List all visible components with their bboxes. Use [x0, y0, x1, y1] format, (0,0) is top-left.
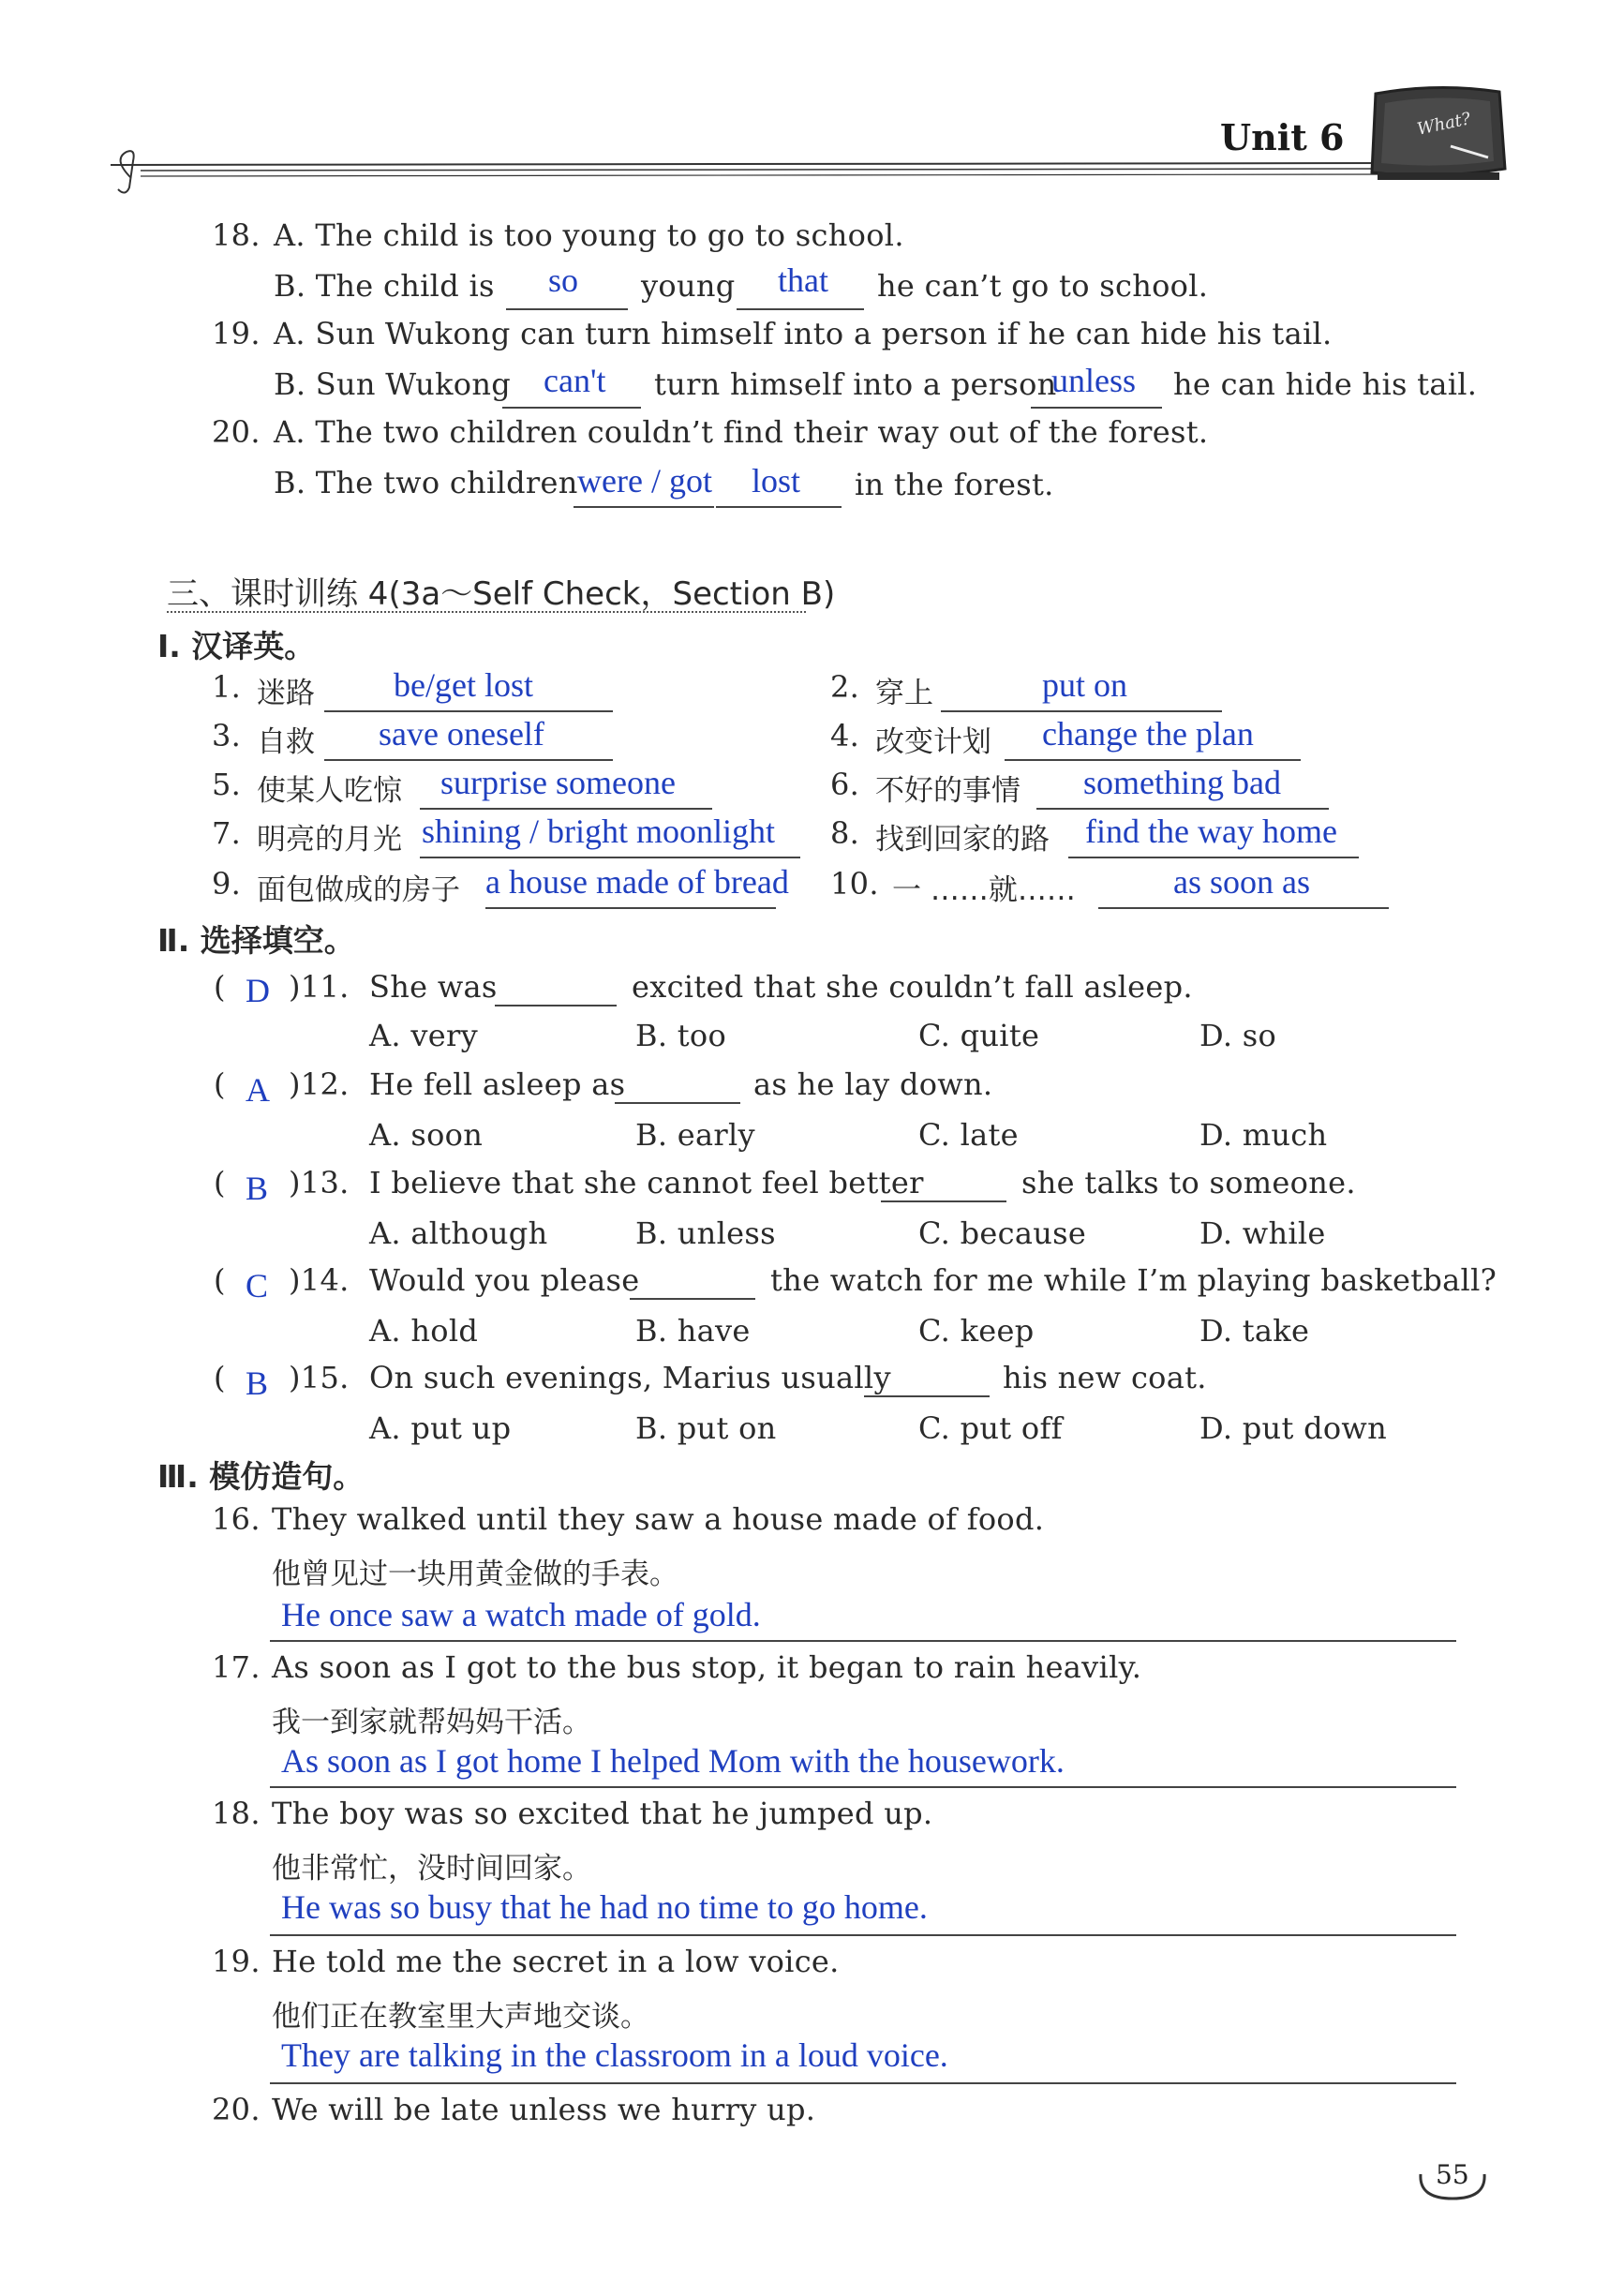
- blank-line: [630, 1298, 755, 1300]
- option-b: B. too: [635, 1018, 727, 1053]
- paren-open: (: [214, 1360, 226, 1395]
- answer-sentence: They are talking in the classroom in a loud voice.: [281, 2036, 948, 2074]
- choice-question-12: [0, 1059, 1609, 1156]
- option-c: C. because: [918, 1215, 1087, 1251]
- chosen-answer: B: [246, 1170, 269, 1207]
- answer-blank-1: were / got: [577, 462, 712, 499]
- sentence-a: A. Sun Wukong can turn himself into a person if he can hide his tail.: [274, 316, 1333, 351]
- option-d: D. so: [1199, 1018, 1277, 1053]
- sentence-b-part3: he can’t go to school.: [877, 268, 1209, 304]
- answer-text: put on: [1042, 666, 1128, 704]
- sentence-b-part1: B. The two children: [274, 465, 578, 500]
- choice-question-13: [0, 1157, 1609, 1255]
- item-number: 19.: [212, 1944, 261, 1979]
- answer-text: a house made of bread: [485, 863, 789, 901]
- sentence-item-19: [0, 1942, 1609, 2090]
- chinese-phrase: 面包做成的房子: [257, 873, 460, 907]
- paren-open: (: [214, 1066, 226, 1102]
- chosen-answer: B: [246, 1364, 269, 1402]
- stem-part2: his new coat.: [1003, 1360, 1207, 1395]
- option-a: A. hold: [369, 1313, 479, 1349]
- blank-line: [506, 308, 628, 310]
- stem-part2: excited that she couldn’t fall asleep.: [632, 969, 1193, 1005]
- blank-line: [324, 710, 613, 712]
- translate-item-8: [806, 812, 1609, 864]
- item-number: 6.: [830, 767, 860, 802]
- answer-sentence: He was so busy that he had no time to go home.: [281, 1888, 928, 1926]
- answer-blank-2: unless: [1051, 362, 1136, 399]
- answer-blank-2: lost: [752, 462, 801, 499]
- sentence-b-part3: in the forest.: [855, 467, 1054, 502]
- item-number: 2.: [830, 669, 860, 705]
- answer-sentence: He once saw a watch made of gold.: [281, 1596, 761, 1633]
- blank-line: [941, 710, 1222, 712]
- item-number: 1.: [212, 669, 242, 705]
- question-number: )15.: [289, 1360, 350, 1395]
- answer-text: as soon as: [1173, 863, 1310, 901]
- item-number: 5.: [212, 767, 242, 802]
- item-number: 10.: [830, 866, 879, 902]
- translate-item-7: [0, 812, 806, 864]
- blank-line: [502, 407, 641, 409]
- answer-text: something bad: [1083, 764, 1281, 801]
- blank-line: [1098, 907, 1389, 909]
- item-number: 3.: [212, 718, 242, 753]
- translate-item-1: [0, 665, 806, 718]
- answer-blank-1: so: [548, 261, 579, 299]
- item-number: 4.: [830, 718, 860, 753]
- translate-item-3: [0, 714, 806, 767]
- chinese-phrase: 使某人吃惊: [257, 774, 402, 808]
- blank-line: [574, 506, 714, 508]
- option-c: C. quite: [918, 1018, 1040, 1053]
- translate-item-9: [0, 862, 806, 915]
- chinese-prompt: 他们正在教室里大声地交谈。: [272, 2000, 649, 2034]
- item-number: 19.: [212, 316, 261, 351]
- option-a: A. put up: [369, 1410, 512, 1446]
- blackboard-icon: [1368, 82, 1507, 184]
- translate-item-6: [806, 763, 1609, 815]
- option-d: D. take: [1199, 1313, 1310, 1349]
- chinese-prompt: 他曾见过一块用黄金做的手表。: [272, 1558, 678, 1591]
- chinese-phrase: 明亮的月光: [257, 823, 402, 857]
- sentence-b-part1: B. Sun Wukong: [274, 366, 512, 402]
- translate-item-5: [0, 763, 806, 815]
- chinese-phrase: 改变计划: [875, 725, 991, 759]
- board-text: What?: [1415, 109, 1473, 140]
- stem-part2: as he lay down.: [753, 1066, 993, 1102]
- chosen-answer: C: [246, 1267, 269, 1305]
- part3-heading: Ⅲ. 模仿造句。: [157, 1458, 365, 1495]
- page-header: [0, 0, 1609, 206]
- blank-line: [881, 1200, 1006, 1202]
- answer-line: [270, 1934, 1456, 1936]
- chinese-phrase: 不好的事情: [875, 774, 1021, 808]
- option-c: C. keep: [918, 1313, 1035, 1349]
- chinese-prompt: 他非常忙，没时间回家。: [272, 1852, 591, 1886]
- part2-heading: Ⅱ. 选择填空。: [157, 922, 355, 959]
- answer-line: [270, 1640, 1456, 1642]
- paren-open: (: [214, 1165, 226, 1200]
- chinese-phrase: 穿上: [875, 677, 933, 710]
- sentence-item-16: [0, 1499, 1609, 1647]
- option-c: C. late: [918, 1117, 1019, 1153]
- sentence-b-part2: turn himself into a person: [654, 366, 1057, 402]
- blank-line: [324, 759, 613, 761]
- option-b: B. early: [635, 1117, 755, 1153]
- option-b: B. unless: [635, 1215, 776, 1251]
- section-title: 三、课时训练 4(3a～Self Check，Section B): [167, 575, 836, 613]
- answer-text: surprise someone: [440, 764, 676, 801]
- paren-open: (: [214, 1262, 226, 1298]
- option-d: D. put down: [1199, 1410, 1388, 1446]
- stem-part2: she talks to someone.: [1021, 1165, 1356, 1200]
- prev-item-20: [0, 412, 1609, 506]
- chinese-phrase: 自救: [257, 725, 315, 759]
- prev-item-19: [0, 314, 1609, 408]
- item-number: 18.: [212, 217, 261, 253]
- stem-part1: Would you please: [369, 1262, 640, 1298]
- answer-line: [270, 2082, 1456, 2084]
- chinese-phrase: 一 ……就……: [892, 873, 1076, 907]
- sentence-a: A. The two children couldn’t find their way out of the forest.: [274, 414, 1209, 450]
- answer-text: find the way home: [1085, 813, 1337, 850]
- question-number: )12.: [289, 1066, 350, 1102]
- stem-part1: I believe that she cannot feel better: [369, 1165, 924, 1200]
- sentence-b-part1: B. The child is: [274, 268, 495, 304]
- option-d: D. while: [1199, 1215, 1326, 1251]
- option-b: B. have: [635, 1313, 751, 1349]
- item-number: 7.: [212, 815, 242, 851]
- choice-question-14: [0, 1255, 1609, 1352]
- question-number: )13.: [289, 1165, 350, 1200]
- option-a: A. soon: [369, 1117, 484, 1153]
- choice-question-11: [0, 962, 1609, 1059]
- option-a: A. although: [369, 1215, 548, 1251]
- option-c: C. put off: [918, 1410, 1063, 1446]
- chosen-answer: D: [246, 972, 270, 1009]
- stem-part1: He fell asleep as: [369, 1066, 626, 1102]
- sentence-item-20: [0, 2090, 1609, 2146]
- blank-line: [1005, 759, 1301, 761]
- question-number: )14.: [289, 1262, 350, 1298]
- chinese-prompt: 我一到家就帮妈妈干活。: [272, 1706, 591, 1739]
- stem-part1: On such evenings, Marius usually: [369, 1360, 891, 1395]
- chosen-answer: A: [246, 1071, 270, 1109]
- translate-item-10: [806, 862, 1609, 915]
- blank-line: [864, 1395, 990, 1397]
- sentence-b-part3: he can hide his tail.: [1173, 366, 1478, 402]
- item-number: 20.: [212, 414, 261, 450]
- choice-question-15: [0, 1352, 1609, 1450]
- model-sentence: They walked until they saw a house made of food.: [272, 1501, 1045, 1537]
- item-number: 17.: [212, 1649, 261, 1685]
- part1-heading: Ⅰ. 汉译英。: [157, 628, 316, 664]
- question-number: )11.: [289, 969, 350, 1005]
- model-sentence: He told me the secret in a low voice.: [272, 1944, 840, 1979]
- page-number-badge: [1415, 2155, 1490, 2208]
- blank-line: [737, 308, 864, 310]
- answer-text: save oneself: [379, 715, 544, 753]
- answer-text: be/get lost: [394, 666, 533, 704]
- page-number: 55: [1436, 2159, 1469, 2190]
- blank-line: [495, 1005, 617, 1006]
- blank-line: [1068, 857, 1359, 858]
- blank-line: [420, 857, 800, 858]
- stem-part1: She was: [369, 969, 498, 1005]
- blank-line: [420, 808, 712, 810]
- answer-sentence: As soon as I got home I helped Mom with the housework.: [281, 1742, 1065, 1780]
- model-sentence: The boy was so excited that he jumped up.: [272, 1796, 933, 1831]
- section-title-underline: [167, 611, 806, 613]
- sentence-item-18: [0, 1794, 1609, 1942]
- option-a: A. very: [369, 1018, 478, 1053]
- option-b: B. put on: [635, 1410, 777, 1446]
- model-sentence: We will be late unless we hurry up.: [272, 2092, 816, 2127]
- sentence-b-part2: young: [641, 268, 736, 304]
- answer-blank-2: that: [778, 261, 828, 299]
- model-sentence: As soon as I got to the bus stop, it began to rain heavily.: [272, 1649, 1142, 1685]
- blank-line: [615, 1102, 740, 1104]
- item-number: 18.: [212, 1796, 261, 1831]
- sentence-item-17: [0, 1647, 1609, 1796]
- translate-item-2: [806, 665, 1609, 718]
- header-rule-icon: [103, 141, 1396, 197]
- prev-item-18: [0, 216, 1609, 309]
- chinese-phrase: 找到回家的路: [875, 823, 1050, 857]
- sentence-a: A. The child is too young to go to school.: [274, 217, 904, 253]
- answer-text: change the plan: [1042, 715, 1254, 753]
- answer-text: shining / bright moonlight: [422, 813, 776, 850]
- blank-line: [1036, 808, 1329, 810]
- item-number: 20.: [212, 2092, 261, 2127]
- option-d: D. much: [1199, 1117, 1328, 1153]
- item-number: 8.: [830, 815, 860, 851]
- item-number: 9.: [212, 866, 242, 902]
- paren-open: (: [214, 969, 226, 1005]
- chinese-phrase: 迷路: [257, 677, 315, 710]
- stem-part2: the watch for me while I’m playing basketball?: [770, 1262, 1497, 1298]
- translate-item-4: [806, 714, 1609, 767]
- unit-label: Unit 6: [1220, 116, 1345, 158]
- blank-line: [1031, 407, 1162, 409]
- answer-line: [270, 1786, 1456, 1788]
- blank-line: [716, 506, 842, 508]
- item-number: 16.: [212, 1501, 261, 1537]
- blank-line: [485, 907, 776, 909]
- answer-blank-1: can't: [544, 362, 606, 399]
